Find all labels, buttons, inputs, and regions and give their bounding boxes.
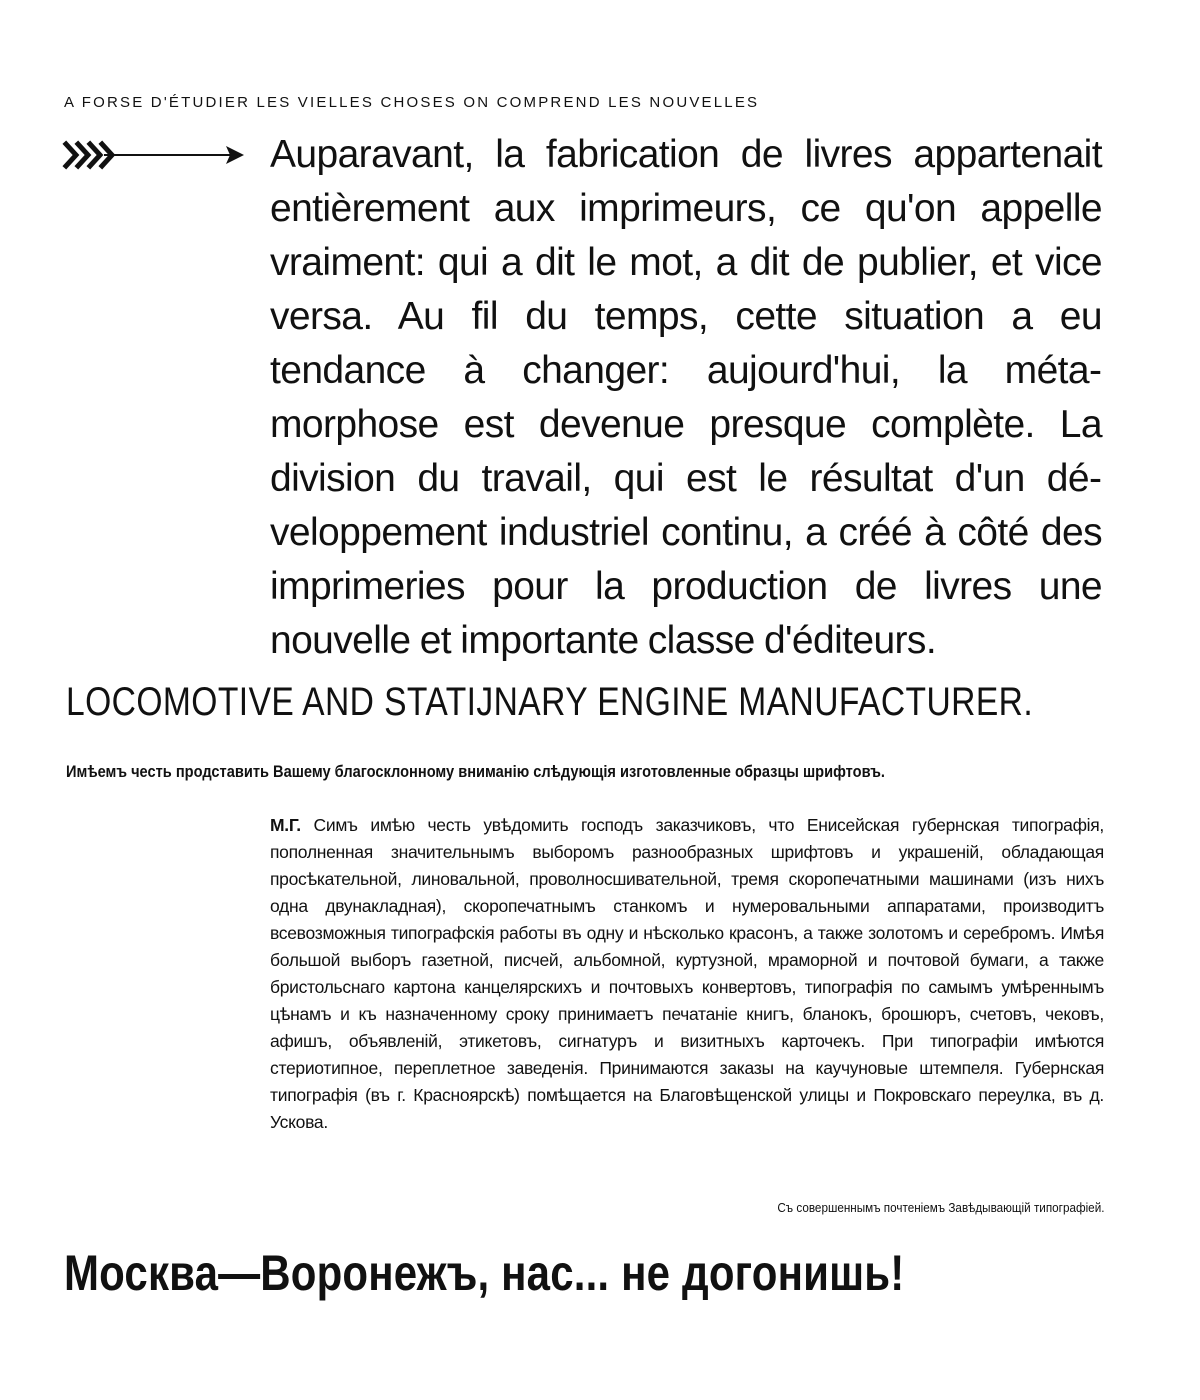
arrow-right-icon <box>62 138 246 172</box>
body-lead-in: М.Г. <box>270 815 301 835</box>
lead-paragraph: Auparavant, la fabrication de livres appartenait entièrement aux imprimeurs, ce qu'on appelle vraiment: qui a dit le mot, a dit de publier, et vice versa. Au fil du temps, cette situation a eu tendance à changer: aujourd'hui, la métamorphose est devenue presque complète. La division du travail, qui est le résultat d'un développement industriel continu, a créé à côté des imprimeries pour la production de livres une nouvelle et importante classe d'éditeurs. <box>270 133 1102 662</box>
slogan: Москва—Воронежъ, нас... не догонишь! <box>64 1245 905 1301</box>
kicker-line: A FORSE D'ÉTUDIER LES VIELLES CHOSES ON COMPREND LES NOUVELLES <box>64 94 760 111</box>
headline: LOCOMOTIVE AND STATIJNARY ENGINE MANUFACTURER. <box>66 680 1034 724</box>
signature-line: Съ совершеннымъ почтенiемъ Завѣдывающiй типографiей. <box>776 1200 1104 1215</box>
intro-line: Имѣемъ честь продставить Вашему благосклонному вниманiю слѣдующiя изготовленные образцы шрифтовъ. <box>66 762 885 781</box>
body-text: Симъ имѣю честь увѣдомить господъ заказчиковъ, что Енисейская губернская типографiя, пополненная значительнымъ выборомъ разнообразных шрифтовъ и украшенiй, обладающая просѣкательной, линовальной, проволносшивательной, тремя скоропечатными машинами (изъ нихъ одна двунакладная), скоропечатнымъ станкомъ и нумеровальными аппаратами, производитъ всевозможныя типографскiя работы въ одну и нѣсколько красонъ, а также золотомъ и серебромъ. Имѣя большой выборъ газетной, писчей, альбомной, куртузной, мраморной и почтовой бумаги, а также бристольснаго картона канцелярскихъ и почтовыхъ конвертовъ, типографiя по самымъ умѣреннымъ цѣнамъ и къ назначенному сроку принимаетъ печатанiе книгъ, бланокъ, брошюръ, счетовъ, чековъ, афишъ, объявленiй, этикетовъ, сигнатуръ и визитныхъ карточекъ. При типографiи имѣются стериотипное, переплетное заведенiя. Принимаются заказы на каучуновые штемпеля. Губернская типографiя (въ г. Красноярскѣ) помѣщается на Благовѣщенской улицы и Покровскаго переулка, въ д. Ускова. <box>270 815 1104 1132</box>
body-paragraph <box>270 812 1104 1136</box>
